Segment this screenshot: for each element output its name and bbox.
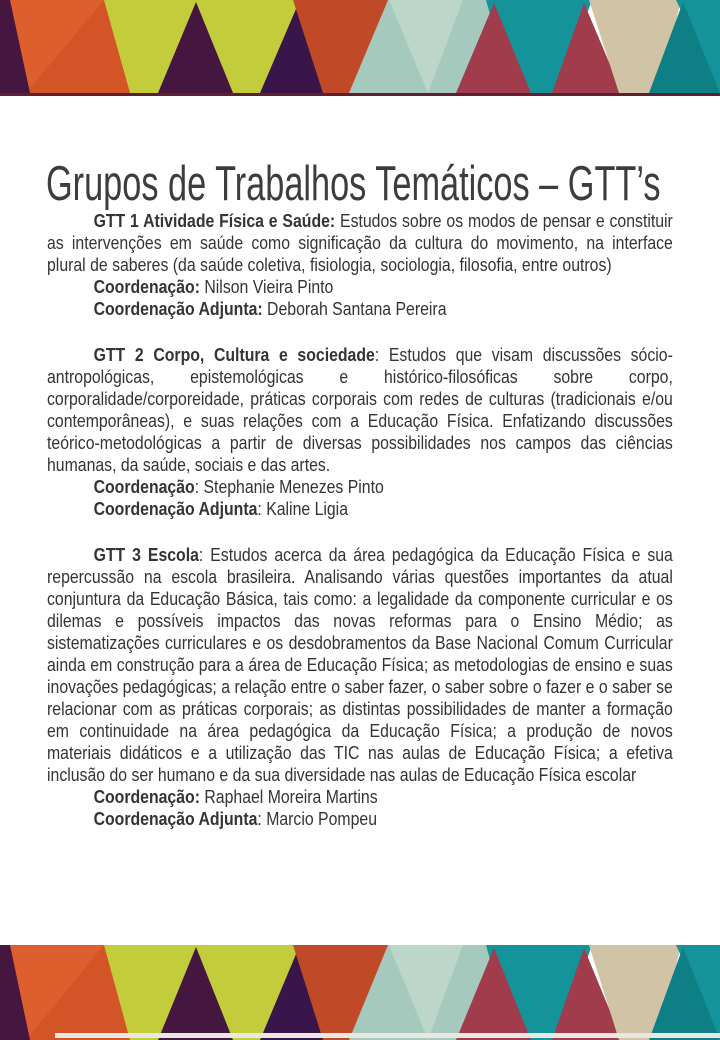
gtt-2-coordination-name: : Stephanie Menezes Pinto <box>194 477 384 497</box>
gtt-3-coordination <box>47 786 673 808</box>
gtt-2-adjunct-coordination <box>47 498 673 520</box>
gtt-3-group <box>47 544 673 830</box>
bottom-triangle-banner <box>0 945 720 1040</box>
gtt-2-adjunct-label: Coordenação Adjunta <box>93 499 258 519</box>
gtt-1-coordination-name: Nilson Vieira Pinto <box>199 277 334 297</box>
gtt-3-heading: GTT 3 Escola <box>93 545 199 565</box>
gtt-1-description-text: Estudos sobre os modos de pensar e constituir as intervenções em saúde como significação da cultura do movimento, na interface plural de saberes (da saúde coletiva, fisiologia, sociologia, filosofia, entre outros) <box>47 211 673 275</box>
gtt-2-coordination-label: Coordenação <box>93 477 195 497</box>
gtt-3-description <box>47 544 673 786</box>
gtt-2-heading: GTT 2 Corpo, Cultura e sociedade <box>93 345 375 365</box>
gtt-3-coordination-name: Raphael Moreira Martins <box>199 787 378 807</box>
gtt-2-adjunct-name: : Kaline Ligia <box>257 499 349 519</box>
gtt-2-group <box>47 344 673 520</box>
gtt-3-adjunct-name: : Marcio Pompeu <box>257 809 377 829</box>
gtt-3-adjunct-label: Coordenação Adjunta <box>93 809 258 829</box>
gtt-3-description-text: : Estudos acerca da área pedagógica da Educação Física e sua repercussão na escola brasileira. Analisando várias questões importantes da atual conjuntura da Educação Básica, tais como: a legalidade da componente curricular e os dilemas e possíveis impactos das novas reformas para o Ensino Médio; as sistematizações curriculares e os desdobramentos da Base Nacional Comum Curricular ainda em construção para a área de Educação Física; as metodologias de ensino e suas inovações pedagógicas; a relação entre o saber fazer, o saber sobre o fazer e o saber se relacionar com as práticas corporais; as distintas possibilidades de manter a formação em continuidade na área pedagógica da Educação Física; a produção de novos materiais didáticos e a utilização das TIC nas aulas de Educação Física; a efetiva inclusão do ser humano e da sua diversidade nas aulas de Educação Física escolar <box>47 545 673 785</box>
gtt-1-adjunct-name: Deborah Santana Pereira <box>262 299 447 319</box>
gtt-3-coordination-label: Coordenação: <box>93 787 200 807</box>
page-content <box>47 210 673 854</box>
gtt-2-description-text: : Estudos que visam discussões sócio-antropológicas, epistemológicas e histórico-filosóficas sobre corpo, corporalidade/corporeidade, práticas corporais com redes de culturas (tradicionais e/ou contemporâneas), e suas relações com a Educação Física. Enfatizando discussões teórico-metodológicas a partir de diversas possibilidades nos campos das ciências humanas, da saúde, sociais e das artes. <box>47 345 673 475</box>
page-title: Grupos de Trabalhos Temáticos – GTT’s <box>46 156 661 211</box>
gtt-1-heading: GTT 1 Atividade Física e Saúde: <box>93 211 336 231</box>
gtt-1-adjunct-coordination <box>47 298 673 320</box>
bottom-light-strip <box>55 1033 720 1038</box>
gtt-1-adjunct-label: Coordenação Adjunta: <box>93 299 263 319</box>
banner-divider-line <box>0 93 720 96</box>
gtt-1-coordination <box>47 276 673 298</box>
top-triangle-banner <box>0 0 720 93</box>
gtt-1-coordination-label: Coordenação: <box>93 277 200 297</box>
gtt-2-coordination <box>47 476 673 498</box>
gtt-1-description <box>47 210 673 276</box>
triangle-pattern <box>0 0 720 93</box>
gtt-1-group <box>47 210 673 320</box>
gtt-3-adjunct-coordination <box>47 808 673 830</box>
triangle-pattern <box>0 945 720 1040</box>
gtt-2-description <box>47 344 673 476</box>
